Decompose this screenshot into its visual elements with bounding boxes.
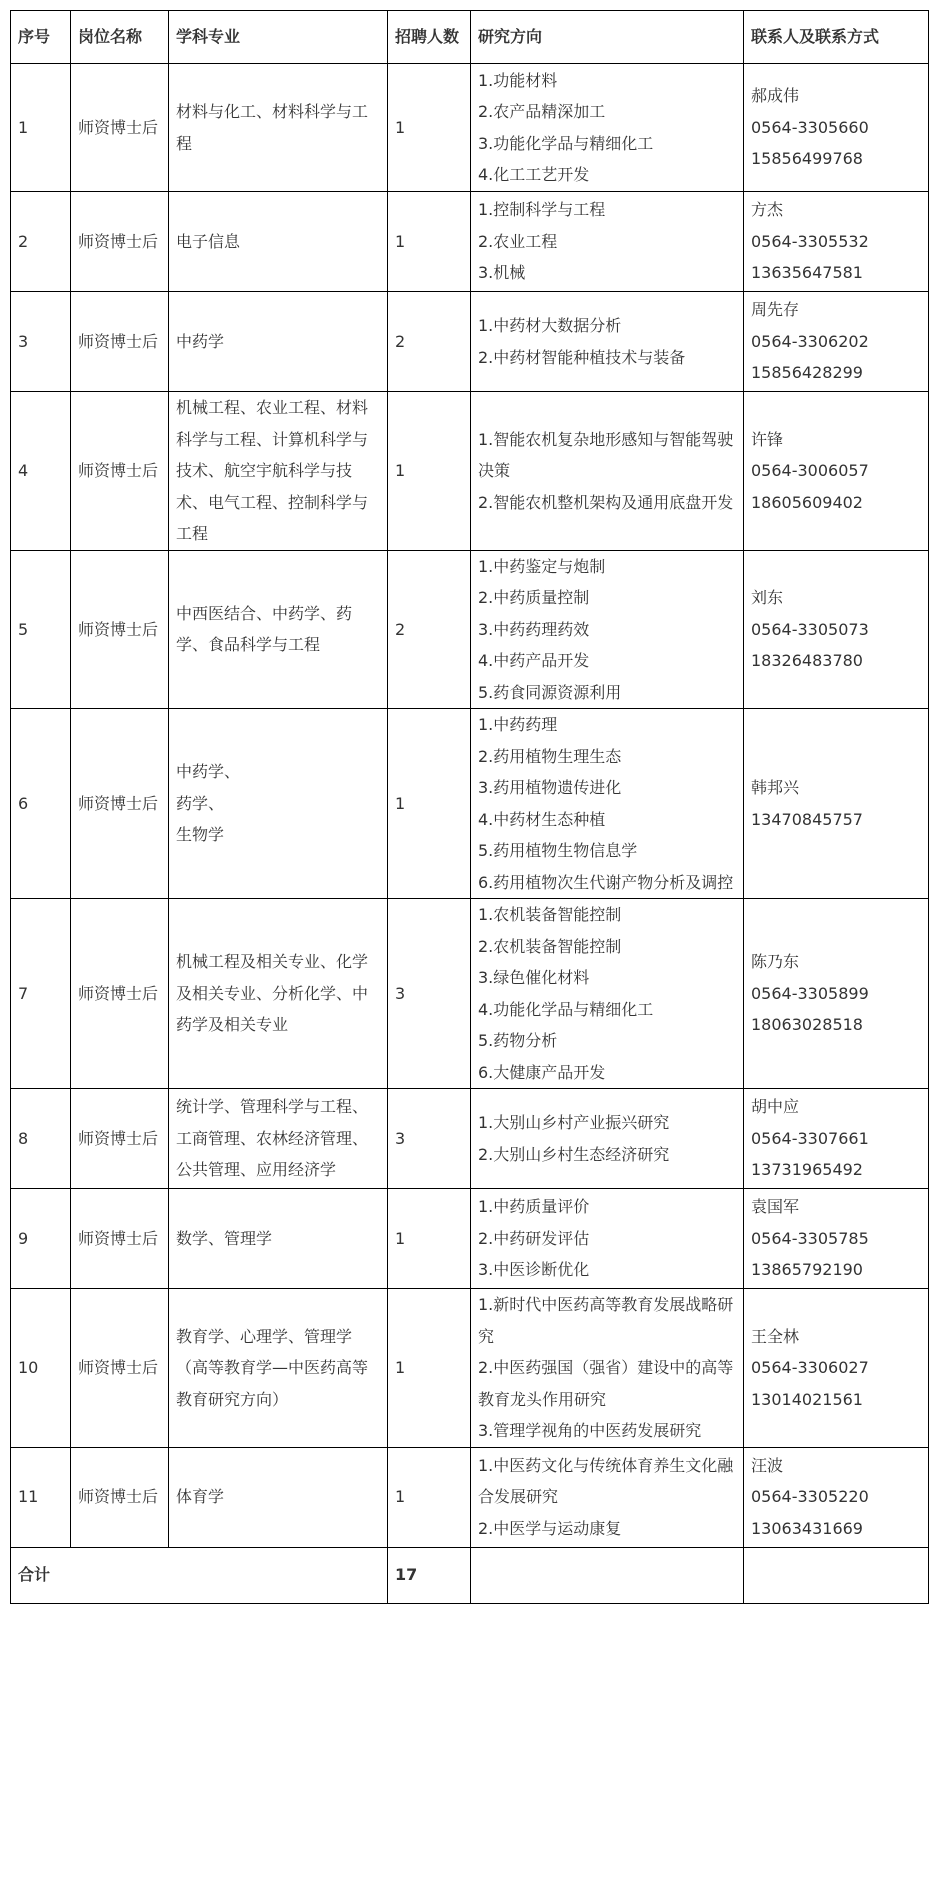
contact-line: 13731965492 [751,1160,863,1180]
hire-count: 2 [388,550,471,709]
major-cell [169,1447,388,1547]
hire-count: 1 [388,192,471,292]
contact-cell [744,392,929,551]
hire-count: 2 [388,292,471,392]
direction-item: 1.中医药文化与传统体育养生文化融合发展研究 [478,1455,734,1507]
major-line: 材料与化工、材料科学与工程 [176,102,369,153]
contact-line: 13470845757 [751,809,863,829]
post-name: 师资博士后 [71,192,169,292]
total-row [11,1547,929,1603]
row-number: 4 [11,392,71,551]
contact-line: 15856428299 [751,363,863,383]
major-cell [169,1289,388,1448]
table-row [11,392,929,551]
contact-line: 0564-3305660 [751,117,869,137]
contact-line: 0564-3306202 [751,331,869,351]
direction-item: 1.控制科学与工程 [478,200,606,220]
major-line: 机械工程、农业工程、材料科学与工程、计算机科学与技术、航空宇航科学与技术、电气工程、控制科学与工程 [176,398,369,543]
recruitment-table-container [10,10,928,1604]
major-line: 中药学、 [176,762,241,782]
direction-item: 2.中药材智能种植技术与装备 [478,347,686,367]
hire-count: 1 [388,709,471,899]
direction-item: 3.机械 [478,263,526,283]
contact-cell [744,550,929,709]
row-number: 3 [11,292,71,392]
direction-cell [471,292,744,392]
major-cell [169,1189,388,1289]
contact-line: 13014021561 [751,1389,863,1409]
major-line: 中药学 [176,331,225,351]
major-line: 教育学、心理学、管理学（高等教育学—中医药高等教育研究方向） [176,1326,369,1409]
contact-line: 13865792190 [751,1260,863,1280]
contact-line: 0564-3006057 [751,461,869,480]
major-cell [169,709,388,899]
direction-item: 2.中医学与运动康复 [478,1518,622,1538]
table-row [11,899,929,1089]
hire-count: 3 [388,899,471,1089]
header-major: 学科专业 [169,11,388,64]
direction-item: 2.中药质量控制 [478,588,590,607]
table-row [11,64,929,192]
direction-item: 6.大健康产品开发 [478,1062,606,1082]
direction-cell [471,64,744,192]
contact-line: 韩邦兴 [751,778,800,797]
direction-item: 2.中医药强国（强省）建设中的高等教育龙头作用研究 [478,1358,734,1409]
hire-count: 1 [388,392,471,551]
total-count: 17 [388,1547,471,1603]
post-name: 师资博士后 [71,1289,169,1448]
direction-item: 3.管理学视角的中医药发展研究 [478,1421,702,1440]
contact-line: 郝成伟 [751,86,800,106]
recruitment-table [10,10,929,1604]
contact-cell [744,192,929,292]
post-name: 师资博士后 [71,292,169,392]
contact-line: 袁国军 [751,1197,800,1217]
contact-cell [744,899,929,1089]
header-count: 招聘人数 [388,11,471,64]
direction-item: 2.农机装备智能控制 [478,936,622,956]
major-line: 生物学 [176,825,225,845]
header-contact: 联系人及联系方式 [744,11,929,64]
direction-item: 1.农机装备智能控制 [478,905,622,924]
contact-line: 13635647581 [751,263,863,283]
contact-line: 王全林 [751,1326,800,1346]
table-row [11,192,929,292]
row-number: 6 [11,709,71,899]
major-line: 电子信息 [176,231,241,251]
table-row [11,1189,929,1289]
total-label: 合计 [11,1547,388,1603]
direction-item: 1.功能材料 [478,70,558,90]
direction-cell [471,192,744,292]
row-number: 8 [11,1089,71,1189]
row-number: 9 [11,1189,71,1289]
table-row [11,550,929,709]
direction-item: 2.农业工程 [478,231,558,251]
hire-count: 3 [388,1089,471,1189]
contact-line: 汪波 [751,1455,784,1475]
row-number: 2 [11,192,71,292]
direction-cell [471,899,744,1089]
major-cell [169,192,388,292]
major-cell [169,1089,388,1189]
direction-item: 3.绿色催化材料 [478,968,590,987]
major-line: 体育学 [176,1487,225,1507]
direction-item: 5.药物分析 [478,1031,558,1050]
contact-line: 13063431669 [751,1518,863,1538]
post-name: 师资博士后 [71,392,169,551]
direction-item: 2.大别山乡村生态经济研究 [478,1144,670,1164]
direction-item: 1.大别山乡村产业振兴研究 [478,1113,670,1132]
direction-item: 2.中药研发评估 [478,1228,590,1248]
contact-cell [744,64,929,192]
direction-cell [471,550,744,709]
hire-count: 1 [388,1189,471,1289]
table-header-row [11,11,929,64]
contact-line: 18063028518 [751,1015,863,1035]
direction-item: 1.中药材大数据分析 [478,316,622,335]
contact-line: 0564-3306027 [751,1358,869,1377]
contact-cell [744,709,929,899]
direction-item: 3.功能化学品与精细化工 [478,133,654,153]
hire-count: 1 [388,1447,471,1547]
direction-item: 3.药用植物遗传进化 [478,778,622,797]
post-name: 师资博士后 [71,709,169,899]
post-name: 师资博士后 [71,899,169,1089]
major-line: 统计学、管理科学与工程、工商管理、农林经济管理、公共管理、应用经济学 [176,1097,369,1180]
header-no: 序号 [11,11,71,64]
direction-item: 2.农产品精深加工 [478,102,606,121]
total-empty-contact [744,1547,929,1603]
contact-line: 0564-3307661 [751,1128,869,1148]
table-row [11,292,929,392]
row-number: 1 [11,64,71,192]
direction-item: 1.智能农机复杂地形感知与智能驾驶决策 [478,429,734,480]
contact-line: 0564-3305532 [751,231,869,251]
direction-cell [471,1189,744,1289]
contact-line: 18326483780 [751,651,863,670]
contact-line: 陈乃东 [751,952,800,972]
major-cell [169,899,388,1089]
direction-item: 4.功能化学品与精细化工 [478,999,654,1019]
table-row [11,1089,929,1189]
contact-line: 0564-3305220 [751,1487,869,1507]
direction-item: 3.中药药理药效 [478,619,590,639]
table-row [11,1447,929,1547]
contact-line: 0564-3305073 [751,619,869,639]
post-name: 师资博士后 [71,1089,169,1189]
contact-line: 周先存 [751,300,800,320]
contact-line: 0564-3305899 [751,983,869,1003]
contact-line: 15856499768 [751,149,863,169]
header-post: 岗位名称 [71,11,169,64]
major-cell [169,392,388,551]
major-cell [169,64,388,192]
direction-item: 5.药用植物生物信息学 [478,841,638,860]
direction-item: 6.药用植物次生代谢产物分析及调控 [478,872,734,892]
contact-line: 胡中应 [751,1097,800,1117]
post-name: 师资博士后 [71,550,169,709]
post-name: 师资博士后 [71,1447,169,1547]
direction-cell [471,392,744,551]
contact-line: 许锋 [751,429,784,449]
major-line: 药学、 [176,793,225,813]
direction-item: 4.中药产品开发 [478,651,590,670]
contact-line: 0564-3305785 [751,1228,869,1248]
contact-cell [744,1447,929,1547]
post-name: 师资博士后 [71,1189,169,1289]
direction-cell [471,1447,744,1547]
post-name: 师资博士后 [71,64,169,192]
table-row [11,709,929,899]
direction-item: 4.中药材生态种植 [478,809,606,829]
contact-line: 方杰 [751,200,784,220]
contact-line: 刘东 [751,588,784,607]
direction-item: 1.中药鉴定与炮制 [478,556,606,576]
direction-item: 5.药食同源资源利用 [478,682,622,702]
row-number: 7 [11,899,71,1089]
major-cell [169,292,388,392]
direction-item: 1.新时代中医药高等教育发展战略研究 [478,1295,734,1346]
major-line: 中西医结合、中药学、药学、食品科学与工程 [176,603,353,655]
hire-count: 1 [388,1289,471,1448]
major-cell [169,550,388,709]
direction-cell [471,709,744,899]
total-empty-direction [471,1547,744,1603]
major-line: 机械工程及相关专业、化学及相关专业、分析化学、中药学及相关专业 [176,952,369,1035]
direction-item: 2.药用植物生理生态 [478,746,622,766]
contact-cell [744,1089,929,1189]
direction-item: 1.中药药理 [478,715,558,734]
direction-cell [471,1089,744,1189]
direction-item: 1.中药质量评价 [478,1197,590,1217]
direction-item: 4.化工工艺开发 [478,165,590,184]
header-direction: 研究方向 [471,11,744,64]
table-row [11,1289,929,1448]
row-number: 10 [11,1289,71,1448]
direction-cell [471,1289,744,1448]
row-number: 11 [11,1447,71,1547]
contact-cell [744,292,929,392]
direction-item: 3.中医诊断优化 [478,1260,590,1280]
contact-cell [744,1189,929,1289]
major-line: 数学、管理学 [176,1228,273,1248]
row-number: 5 [11,550,71,709]
contact-cell [744,1289,929,1448]
direction-item: 2.智能农机整机架构及通用底盘开发 [478,492,734,512]
contact-line: 18605609402 [751,492,863,512]
hire-count: 1 [388,64,471,192]
